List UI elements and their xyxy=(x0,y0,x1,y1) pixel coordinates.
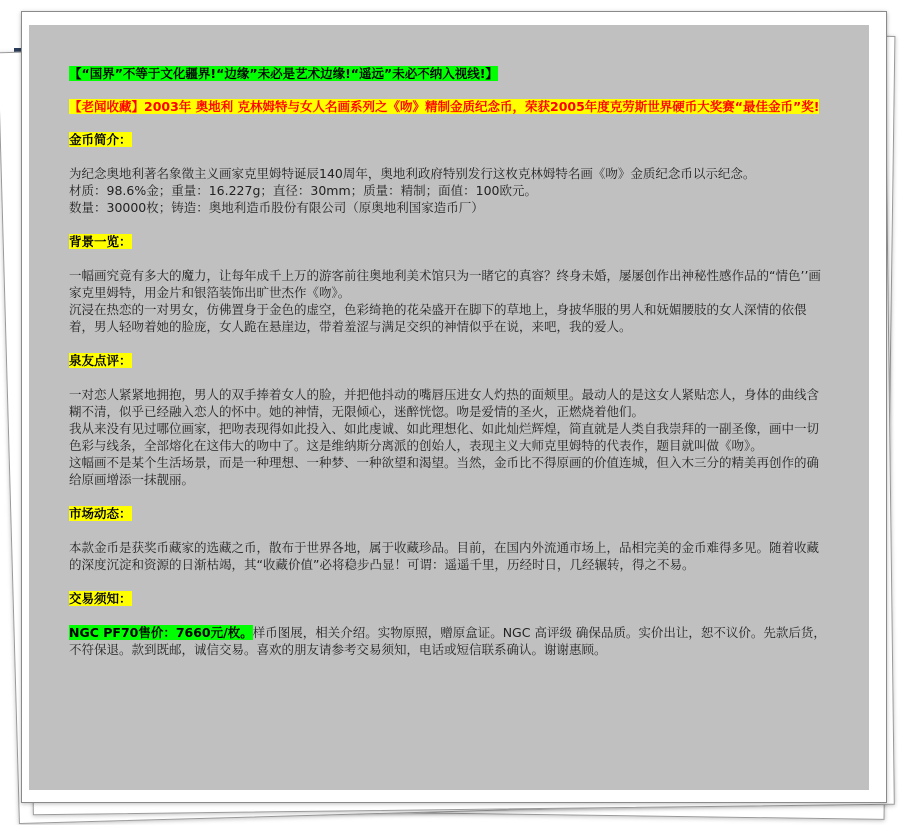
heading-text: 交易须知： xyxy=(69,591,132,606)
intro-line: 数量：30000枚；铸造：奥地利造币股份有限公司（原奥地利国家造币厂） xyxy=(69,200,484,215)
review-line: 一对恋人紧紧地拥抱，男人的双手捧着女人的脸，并把他抖动的嘴唇压进女人灼热的面颊里。最动人的是这女人紧贴恋人，身体的曲线含糊不清，似乎已经融入恋人的怀中。她的神情，无限倾心，迷醉恍惚。吻是爱情的圣火，正燃烧着他们。 xyxy=(69,387,820,419)
title-block xyxy=(69,98,829,115)
intro-line: 为纪念奥地利著名象徵主义画家克里姆特诞辰140周年，奥地利政府特别发行这枚克林姆特名画《吻》金质纪念币以示纪念。 xyxy=(69,166,756,181)
trade-terms: 样币图展，相关介绍。实物原照，赠原盒证。NGC 高评级 确保品质。实价出让，恕不议价。先款后货，不符保退。款到既邮，诚信交易。喜欢的朋友请参考交易须知，电话或短信联系确认。谢谢惠顾。 xyxy=(69,625,826,657)
banner-text: 【“国界”不等于文化疆界!“边缘”未必是艺术边缘!“遥远”未必不纳入视线!】 xyxy=(69,66,498,81)
heading-text: 金币简介： xyxy=(69,132,132,147)
heading-text: 泉友点评： xyxy=(69,353,132,368)
listing-title: 【老闻收藏】2003年 奥地利 克林姆特与女人名画系列之《吻》精制金质纪念币，荣获2005年度克劳斯世界硬币大奖赛“最佳金币”奖! xyxy=(69,99,820,114)
section-heading-trade xyxy=(69,590,829,607)
heading-text: 市场动态： xyxy=(69,506,132,521)
review-line: 我从来没有见过哪位画家，把吻表现得如此投入、如此虔诚、如此理想化、如此灿烂辉煌，简直就是人类自我崇拜的一副圣像，画中一切色彩与线条，全部熔化在这伟大的吻中了。这是维纳斯分离派的创始人，表现主义大师克里姆特的代表作，题目就叫做《吻》。 xyxy=(69,421,820,453)
section-heading-market xyxy=(69,505,829,522)
section-heading-intro xyxy=(69,131,829,148)
section-heading-background xyxy=(69,233,829,250)
review-line: 这幅画不是某个生活场景，而是一种理想、一种梦、一种欲望和渴望。当然，金币比不得原画的价值连城，但入木三分的精美再创作的确给原画增添一抹靓丽。 xyxy=(69,455,820,487)
section-body-review xyxy=(69,386,829,488)
section-body-intro xyxy=(69,165,829,216)
trade-line xyxy=(69,624,829,658)
intro-line: 材质：98.6%金；重量：16.227g；直径：30mm；质量：精制；面值：100欧元。 xyxy=(69,183,538,198)
background-line: 沉浸在热恋的一对男女，仿佛置身于金色的虚空，色彩绮艳的花朵盛开在脚下的草地上，身披华服的男人和妩媚腰肢的女人深情的依偎着，男人轻吻着她的脸庞，女人跪在悬崖边，带着羞涩与满足交织的神情似乎在说，来吧，我的爱人。 xyxy=(69,302,807,334)
section-heading-review xyxy=(69,352,829,369)
section-body-market xyxy=(69,539,829,573)
background-line: 一幅画究竟有多大的魔力，让每年成千上万的游客前往奥地利美术馆只为一睹它的真容？终身未婚，屡屡创作出神秘性感作品的“情色’’画家克里姆特，用金片和银箔装饰出旷世杰作《吻》。 xyxy=(69,268,821,300)
market-line: 本款金币是获奖币藏家的选藏之币，散布于世界各地，属于收藏珍品。目前，在国内外流通市场上，品相完美的金币难得多见。随着收藏的深度沉淀和资源的日渐枯竭，其“收藏价值”必将稳步凸显！可谓：遥遥千里，历经时日，几经辗转，得之不易。 xyxy=(69,540,820,572)
banner-line xyxy=(69,65,829,82)
listing-panel xyxy=(29,25,869,790)
section-body-background xyxy=(69,267,829,335)
heading-text: 背景一览： xyxy=(69,234,132,249)
price-tag: NGC PF70售价：7660元/枚。 xyxy=(69,625,253,640)
section-body-trade xyxy=(69,624,829,658)
